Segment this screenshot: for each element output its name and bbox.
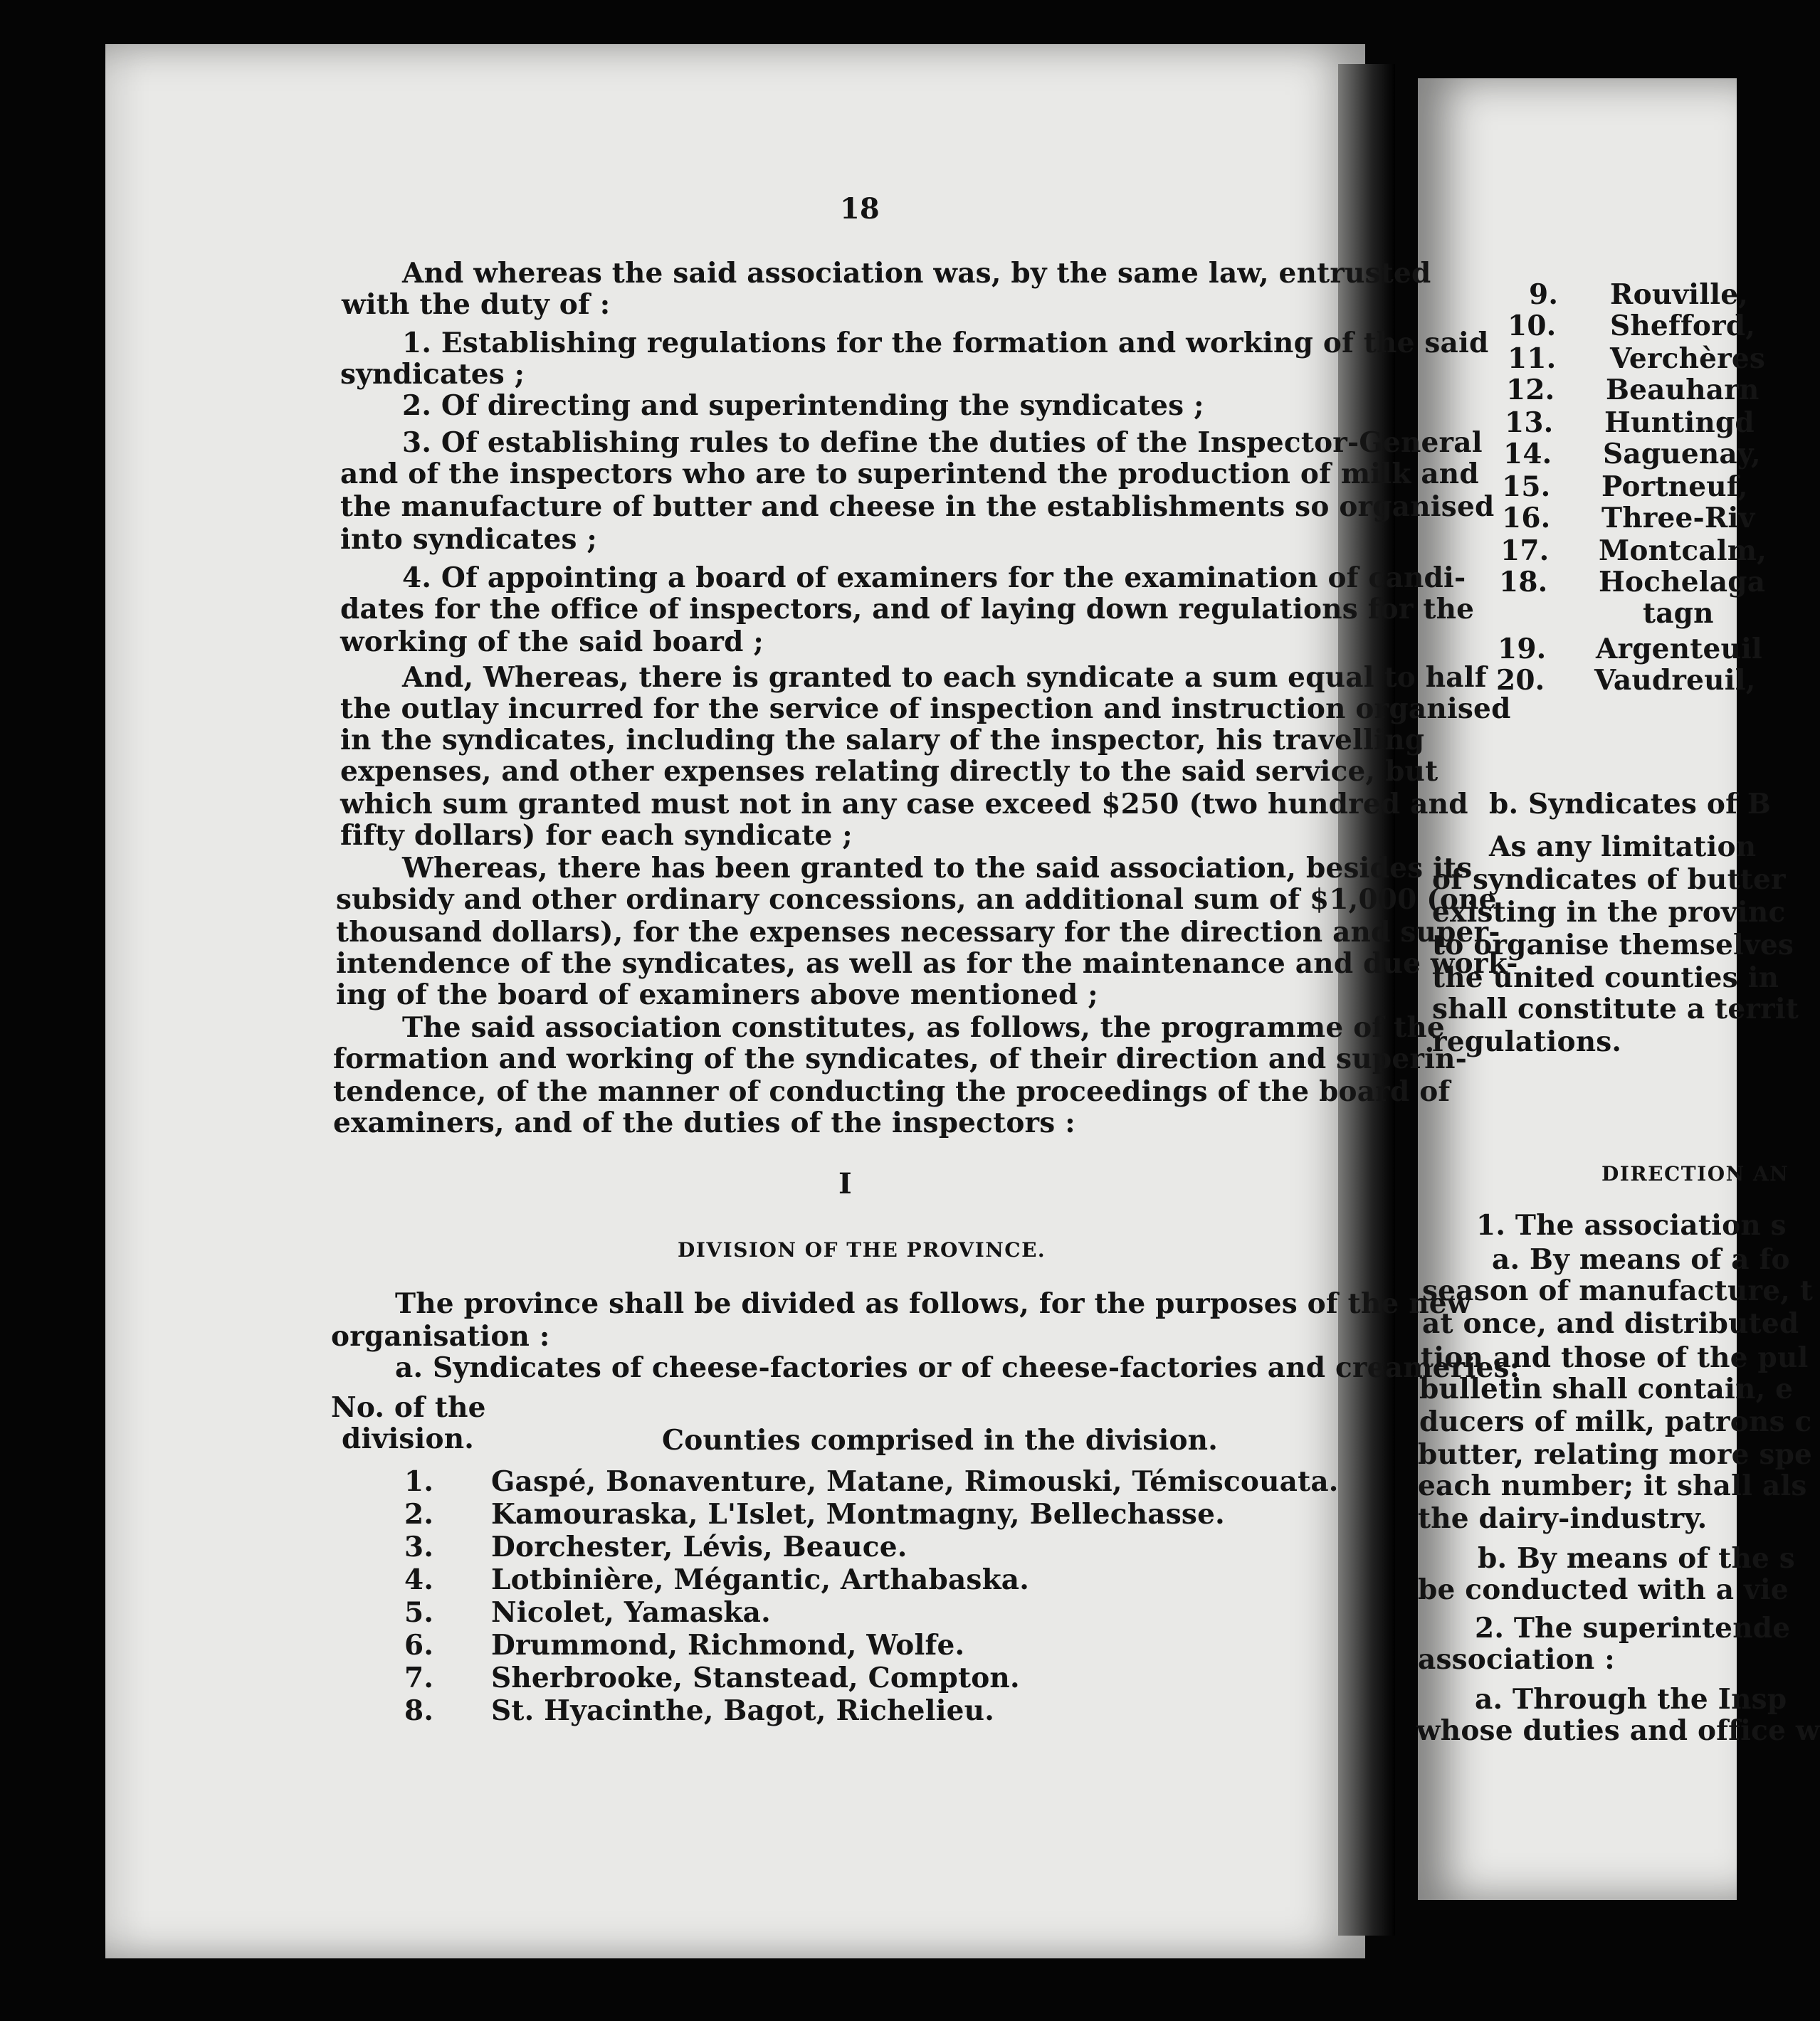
body-line: b. By means of the s	[1478, 1542, 1795, 1575]
column-header-number: division.	[342, 1423, 475, 1455]
body-line: each number; it shall als	[1418, 1469, 1807, 1502]
division-number: 7.	[404, 1662, 434, 1694]
body-line: formation and working of the syndicates, of their direction and superin-	[333, 1043, 1468, 1075]
section-heading: DIRECTION AN	[1601, 1162, 1789, 1186]
body-line: syndicates ;	[340, 358, 525, 391]
body-line: be conducted with a vie	[1418, 1573, 1789, 1606]
division-number: 5.	[404, 1596, 434, 1629]
division-counties: Nicolet, Yamaska.	[491, 1596, 771, 1629]
body-line: 2. The superintende	[1475, 1612, 1791, 1645]
body-line: into syndicates ;	[340, 523, 598, 556]
body-line: dates for the office of inspectors, and of laying down regulations for the	[340, 593, 1475, 626]
division-counties: Lotbinière, Mégantic, Arthabaska.	[491, 1563, 1030, 1596]
division-number: 2.	[404, 1498, 434, 1531]
division-number: 14.	[1503, 438, 1552, 470]
body-line: the outlay incurred for the service of inspection and instruction organised	[340, 692, 1511, 725]
division-counties: Portneuf,	[1601, 470, 1748, 503]
division-number: 10.	[1508, 310, 1557, 342]
body-line: And whereas the said association was, by the same law, entrusted	[402, 257, 1431, 290]
body-line: a. Through the Insp	[1475, 1683, 1787, 1716]
body-line: ing of the board of examiners above mentioned ;	[336, 978, 1098, 1011]
division-number: 1.	[404, 1465, 434, 1498]
division-number: 6.	[404, 1629, 434, 1662]
body-line: the united counties in	[1432, 961, 1779, 994]
body-line: whose duties and office w	[1416, 1714, 1820, 1747]
division-counties: Kamouraska, L'Islet, Montmagny, Bellechasse.	[491, 1498, 1225, 1531]
division-counties: Verchères	[1610, 342, 1766, 375]
body-line: subsidy and other ordinary concessions, an additional sum of $1,000 (one	[336, 883, 1497, 916]
division-counties: Drummond, Richmond, Wolfe.	[491, 1629, 965, 1662]
division-counties: Shefford,	[1610, 310, 1756, 342]
division-counties: Gaspé, Bonaventure, Matane, Rimouski, Témiscouata.	[491, 1465, 1339, 1498]
body-line: bulletin shall contain, e	[1419, 1373, 1794, 1405]
body-line: 1. Establishing regulations for the formation and working of the said	[402, 327, 1489, 359]
body-line: ducers of milk, patrons c	[1419, 1405, 1812, 1438]
body-line: to organise themselves	[1432, 929, 1794, 961]
body-line: tendence, of the manner of conducting the proceedings of the board of	[333, 1075, 1451, 1108]
division-number: 3.	[404, 1531, 434, 1563]
body-line: And, Whereas, there is granted to each syndicate a sum equal to half	[402, 661, 1487, 694]
body-line: fifty dollars) for each syndicate ;	[340, 819, 853, 852]
body-line: 4. Of appointing a board of examiners for the examination of candi-	[402, 561, 1466, 594]
body-line: which sum granted must not in any case exceed $250 (two hundred and	[340, 788, 1468, 820]
body-line: with the duty of :	[342, 288, 611, 321]
body-line: of syndicates of butter	[1432, 863, 1786, 896]
body-line: intendence of the syndicates, as well as for the maintenance and due work-	[336, 947, 1518, 980]
division-number: 13.	[1505, 406, 1554, 439]
body-line: association :	[1418, 1643, 1615, 1676]
division-counties: Three-Riv	[1601, 502, 1755, 534]
body-line: The province shall be divided as follows, for the purposes of the new	[395, 1287, 1471, 1320]
page-number: 18	[840, 192, 880, 226]
division-counties: St. Hyacinthe, Bagot, Richelieu.	[491, 1694, 994, 1727]
body-line: in the syndicates, including the salary of the inspector, his travelling	[340, 724, 1425, 756]
body-line: organisation :	[331, 1320, 550, 1353]
column-header-number: No. of the	[331, 1391, 486, 1424]
body-line: 1. The association s	[1476, 1209, 1787, 1242]
body-line: working of the said board ;	[340, 626, 764, 658]
body-line: the dairy-industry.	[1418, 1502, 1708, 1535]
section-numeral: I	[838, 1167, 852, 1201]
division-counties: Hochelaga	[1599, 566, 1766, 598]
division-number: 16.	[1502, 502, 1551, 534]
body-line: the manufacture of butter and cheese in the establishments so organised	[340, 490, 1495, 523]
division-counties: Rouville,	[1610, 278, 1749, 311]
body-line: butter, relating more spe	[1418, 1438, 1813, 1471]
division-number: 4.	[404, 1563, 434, 1596]
division-number: 8.	[404, 1694, 434, 1727]
subheading-b: b. Syndicates of B	[1489, 788, 1771, 820]
body-line: As any limitation	[1489, 830, 1757, 863]
body-line: a. By means of a fo	[1492, 1243, 1790, 1276]
division-number: 18.	[1499, 566, 1548, 598]
body-line: tion and those of the pul	[1421, 1341, 1809, 1374]
division-number: 11.	[1508, 342, 1557, 375]
body-line: 3. Of establishing rules to define the duties of the Inspector-General	[402, 426, 1483, 459]
division-number: 17.	[1500, 534, 1550, 567]
column-header-counties: Counties comprised in the division.	[662, 1424, 1219, 1457]
body-line: and of the inspectors who are to superintend the production of milk and	[340, 458, 1479, 490]
division-number: 20.	[1496, 664, 1545, 697]
body-line: at once, and distributed	[1422, 1307, 1799, 1340]
body-line: shall constitute a territ	[1432, 993, 1799, 1025]
division-counties: Montcalm,	[1599, 534, 1767, 567]
division-number: 9.	[1529, 278, 1559, 311]
division-counties: Argenteuil	[1596, 633, 1763, 665]
body-line: regulations.	[1432, 1025, 1622, 1058]
division-counties: Saguenay,	[1603, 438, 1761, 470]
body-line: examiners, and of the duties of the inspectors :	[333, 1107, 1075, 1139]
body-line: The said association constitutes, as follows, the programme of the	[402, 1011, 1445, 1044]
division-counties: Beauharn	[1606, 374, 1759, 406]
body-line: expenses, and other expenses relating directly to the said service, but	[340, 755, 1438, 788]
division-number: 15.	[1502, 470, 1551, 503]
division-counties: Huntingd	[1604, 406, 1755, 439]
section-heading: DIVISION OF THE PROVINCE.	[678, 1238, 1046, 1262]
body-line: Whereas, there has been granted to the said association, besides its	[402, 852, 1473, 885]
division-number: 19.	[1498, 633, 1547, 665]
body-line: 2. Of directing and superintending the syndicates ;	[402, 389, 1204, 422]
body-line: season of manufacture, t	[1422, 1275, 1814, 1307]
body-line: existing in the provinc	[1432, 896, 1786, 929]
division-counties: tagn	[1643, 597, 1714, 630]
division-counties: Vaudreuil,	[1594, 664, 1756, 697]
division-number: 12.	[1506, 374, 1555, 406]
body-line: thousand dollars), for the expenses necessary for the direction and super-	[336, 916, 1500, 949]
division-counties: Dorchester, Lévis, Beauce.	[491, 1531, 908, 1563]
division-counties: Sherbrooke, Stanstead, Compton.	[491, 1662, 1020, 1694]
subheading-a: a. Syndicates of cheese-factories or of cheese-factories and creameries:	[395, 1351, 1520, 1384]
